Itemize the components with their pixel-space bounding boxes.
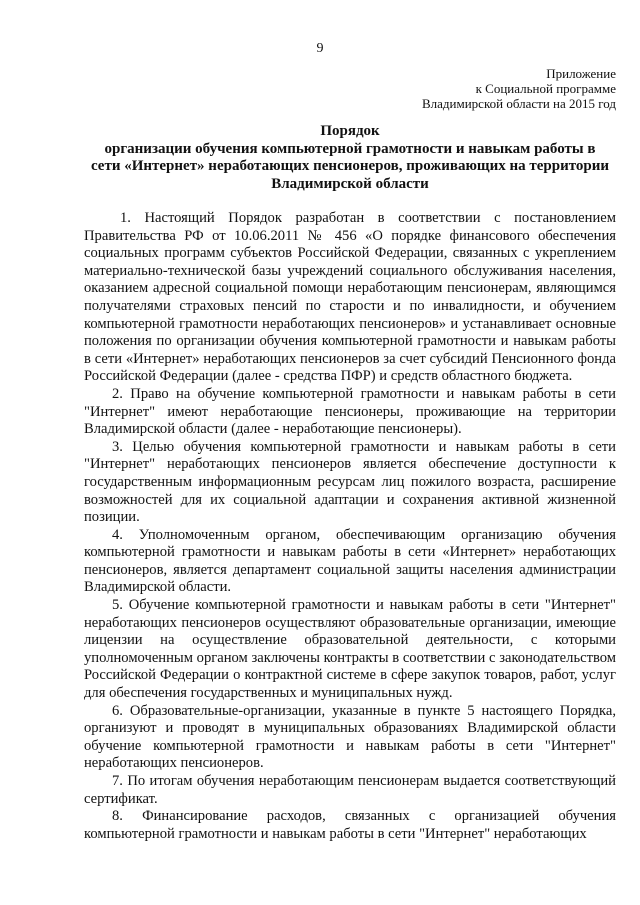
annex-line-1: Приложение	[546, 66, 616, 81]
paragraph-4: 4. Уполномоченным органом, обеспечивающим организацию обучения компьютерной грамотности и навыкам работы в сети «Интернет» неработающих пенсионеров, является департамент социальной защиты населения администрации Владимирской области.	[84, 526, 616, 596]
page-number: 9	[316, 41, 324, 56]
paragraph-8: 8. Финансирование расходов, связанных с организацией обучения компьютерной грамотности и навыкам работы в сети "Интернет" неработающих	[84, 808, 616, 842]
paragraph-3: 3. Целью обучения компьютерной грамотности и навыкам работы в сети "Интернет" неработающих пенсионеров является обеспечение доступности к государственным информационным ресурсам лиц пожилого возраста, расширение возможностей для их социальной адаптации и сохранения активной жизненной позиции.	[84, 438, 616, 526]
document-title	[84, 123, 616, 193]
paragraph-2: 2. Право на обучение компьютерной грамотности и навыкам работы в сети "Интернет" имеют неработающие пенсионеры, проживающие на территории Владимирской области (далее - неработающие пенсионеры).	[84, 385, 616, 438]
document-body	[84, 210, 616, 843]
title-line-1: Порядок	[320, 123, 380, 139]
paragraph-6: 6. Образовательные-организации, указанные в пункте 5 настоящего Порядка, организуют и проводят в муниципальных образованиях Владимирской области обучение компьютерной грамотности и навыкам работы в сети "Интернет" неработающих пенсионеров.	[84, 702, 616, 772]
title-line-4: Владимирской области	[271, 175, 429, 192]
title-line-2: организации обучения компьютерной грамотности и навыкам работы в	[104, 140, 596, 157]
paragraph-7: 7. По итогам обучения неработающим пенсионерам выдается соответствующий сертификат.	[84, 773, 616, 807]
paragraph-1: 1. Настоящий Порядок разработан в соответствии с постановлением Правительства РФ от 10.06.2011 № 456 «О порядке финансового обеспечения социальных программ субъектов Российской Федерации, связанных с укреплением материально-технической базы учреждений социального обслуживания населения, оказанием адресной социальной помощи неработающим пенсионерам, являющимся получателями страховых пенсий по старости и по инвалидности, и обучением компьютерной грамотности неработающих пенсионеров» и устанавливает основные положения по организации обучения компьютерной грамотности и навыкам работы в сети «Интернет» неработающих пенсионеров за счет субсидий Пенсионного фонда Российской Федерации (далее - средства ПФР) и средств областного бюджета.	[84, 210, 616, 385]
title-line-3: сети «Интернет» неработающих пенсионеров, проживающих на территории	[90, 158, 610, 174]
annex-line-3: Владимирской области на 2015 год	[422, 96, 616, 111]
annex-header	[316, 66, 616, 111]
annex-line-2: к Социальной программе	[475, 81, 616, 96]
paragraph-5: 5. Обучение компьютерной грамотности и навыкам работы в сети "Интернет" неработающих пенсионеров осуществляют образовательные организации, имеющие лицензии на осуществление образовательной деятельности, с которыми уполномоченным органом заключены контракты в соответствии с законодательством Российской Федерации о контрактной системе в сфере закупок товаров, работ, услуг для обеспечения государственных и муниципальных нужд.	[84, 597, 616, 702]
